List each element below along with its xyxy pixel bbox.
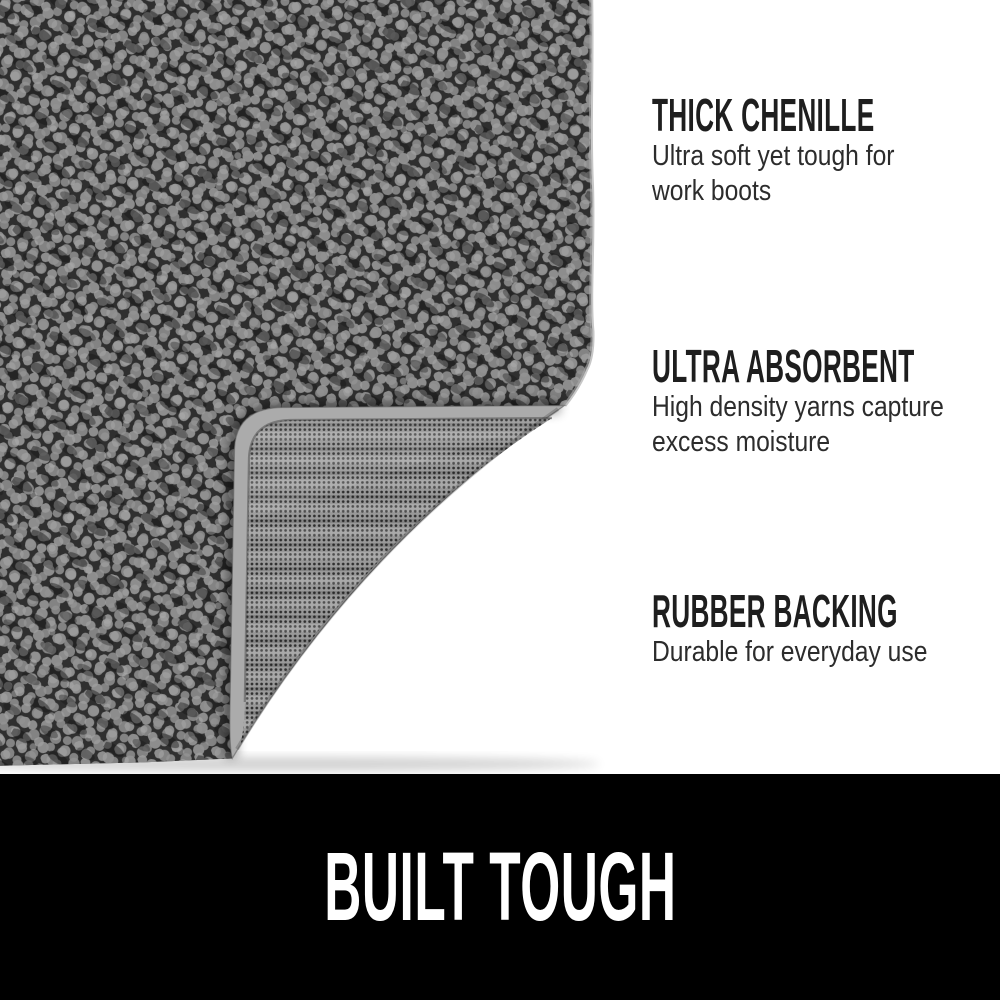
callout-title (652, 340, 997, 392)
callout-rubber-backing (652, 585, 997, 670)
bottom-banner (0, 774, 1000, 1000)
callout-line: excess moisture (652, 426, 831, 458)
callout-thick-chenille (652, 89, 997, 209)
callout-line: Durable for everyday use (652, 636, 928, 668)
callout-title (652, 89, 997, 141)
banner-title: BUILT TOUGH (323, 832, 677, 941)
callout-line: High density yarns capture (652, 391, 944, 423)
callout-title-text: THICK CHENILLE (652, 89, 875, 141)
callout-description (652, 139, 997, 209)
callout-title (652, 585, 997, 637)
callout-line: work boots (652, 175, 772, 207)
callout-line: Ultra soft yet tough for (652, 140, 895, 172)
callout-title-text: RUBBER BACKING (652, 585, 898, 637)
callout-title-text: ULTRA ABSORBENT (652, 340, 915, 392)
callout-ultra-absorbent (652, 340, 997, 460)
callout-description (652, 390, 997, 460)
callout-description (652, 635, 997, 670)
